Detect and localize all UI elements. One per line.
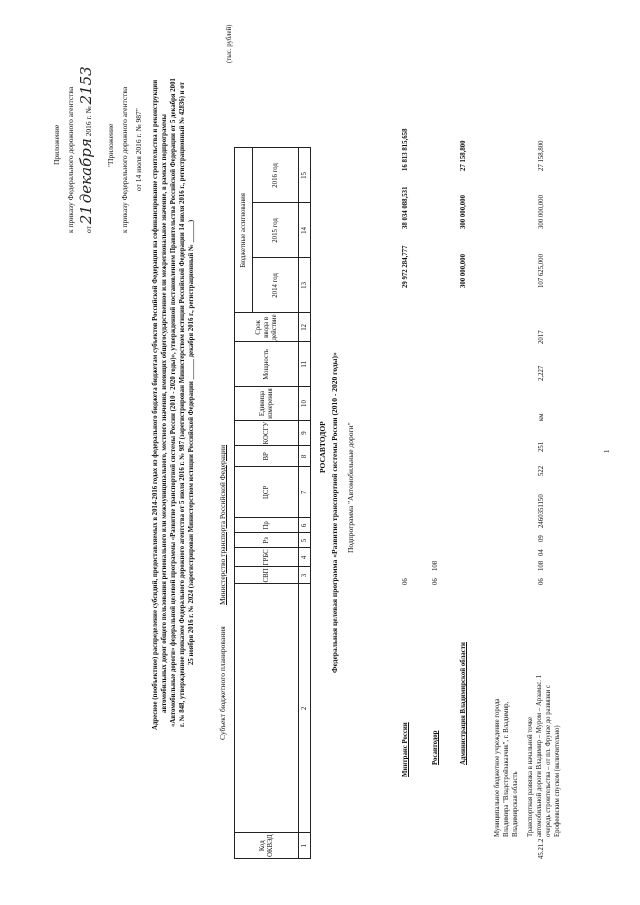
title-line-3: «Автомобильные дороги» федеральной целевой программы «Развитие транспортной системы России (2010 - 2020 годы)», утвержденной постановлением Правительства Российской Федерации от 5 декабря 2001 xyxy=(170,78,177,727)
row-name-line: Владимира "Владстройзаказчик", г. Владимир, xyxy=(503,701,510,837)
row-2016: 27 158,800 xyxy=(460,140,467,171)
quote-appendix-title: "Приложение xyxy=(106,123,115,167)
col-number: 3 xyxy=(299,567,311,584)
col-number: 5 xyxy=(299,533,311,548)
col-grbs: ГРБС xyxy=(235,548,299,567)
row-unit: км xyxy=(538,413,545,421)
row-svp: 06 xyxy=(538,578,545,585)
row-rz: 04 xyxy=(538,549,545,556)
row-name-line: Владимирская область xyxy=(512,771,519,837)
title-line-4: г. № 848, утвержденное приказом Федерального дорожного агентства от 5 июля 2016 г. № 987 (зарегистрирован Министерством юстиции Российской Федерации 14 июля 2016 г., регистрационный № 42836) и от xyxy=(179,82,186,727)
row-pr: 09 xyxy=(538,535,545,542)
col-number: 15 xyxy=(299,148,311,203)
row-svp: 06 xyxy=(402,578,409,585)
quote-date: от 14 июля 2016 г. № 987" xyxy=(134,108,143,191)
title-line-1: Адресное (пообъектное) распределение субсидий, предоставляемых в 2014-2016 годах из федерального бюджета бюджетам субъектов Российской Федерации на софинансирование строительства и реконструкции xyxy=(152,79,159,730)
appendix-date-line xyxy=(77,66,95,233)
row-vr: 522 xyxy=(538,465,545,476)
date-day-handwritten: 21 xyxy=(77,205,95,225)
col-term: Срок ввода в действие xyxy=(235,313,299,342)
section-rosavtodor: РОСАВТОДОР xyxy=(318,421,327,473)
title-line-5: 25 ноября 2016 г. № 2024 (зарегистрирован Министерством юстиции Российской Федерации ______ декабря 2016 г., регистрационный № ______) xyxy=(188,219,195,665)
col-2016: 2016 год xyxy=(253,148,299,203)
row-grbs: 108 xyxy=(432,560,439,571)
section-subprogram: Подпрограмма "Автомобильные дороги" xyxy=(346,422,355,553)
col-number: 11 xyxy=(299,342,311,387)
col-unit: Единица измерения xyxy=(235,387,299,420)
row-name-line: автомобильной дороги Владимир – Муром – Арзамас. 1 xyxy=(536,674,543,837)
date-number-handwritten: 2153 xyxy=(77,66,95,105)
row-csr: 2460351150 xyxy=(538,494,545,528)
date-prefix: от xyxy=(84,226,93,233)
row-name-line: очередь строительства – от пл. Фрунзе до развязки с xyxy=(545,685,552,837)
row-name: Минтранс России xyxy=(402,722,409,777)
row-capacity: 2,227 xyxy=(538,365,545,381)
row-name-line: Транспортная развязка в начальной точке xyxy=(527,716,534,837)
row-2016: 27 158,800 xyxy=(538,140,545,171)
subject-label: Субъект бюджетного планирования xyxy=(218,626,227,740)
col-number: 9 xyxy=(299,420,311,446)
col-csr: ЦСР xyxy=(235,467,299,518)
row-term: 2017 xyxy=(538,330,545,344)
row-2014: 29 972 284,777 xyxy=(402,245,409,288)
units-label: (тыс. рублей) xyxy=(226,24,233,63)
row-name-line: Муниципальное бюджетное учреждение города xyxy=(494,698,501,837)
appendix-to-order: к приказу Федерального дорожного агентства xyxy=(66,86,75,233)
col-capacity: Мощность xyxy=(235,342,299,387)
col-number: 2 xyxy=(299,584,311,833)
col-2014: 2014 год xyxy=(253,258,299,313)
row-2014: 300 000,000 xyxy=(460,254,467,288)
row-2015: 300 000,000 xyxy=(460,195,467,229)
date-month-handwritten: декабря xyxy=(77,138,95,204)
col-vr: ВР xyxy=(235,446,299,467)
col-number: 10 xyxy=(299,387,311,420)
col-allocations: Бюджетные ассигнования xyxy=(235,148,253,313)
row-kosgu: 251 xyxy=(538,441,545,452)
col-number: 14 xyxy=(299,203,311,258)
col-2015: 2015 год xyxy=(253,203,299,258)
row-name: Администрация Владимирской области xyxy=(460,642,467,765)
row-name: Росавтодор xyxy=(432,730,439,765)
col-number: 6 xyxy=(299,518,311,533)
subject-value: Министерство транспорта Российской Федерации xyxy=(218,444,227,605)
col-okved: Код ОКВЭД xyxy=(235,833,299,859)
col-name xyxy=(235,584,299,833)
appendix-title: Приложение xyxy=(52,124,61,165)
col-number: 13 xyxy=(299,258,311,313)
col-number: 7 xyxy=(299,467,311,518)
row-svp: 06 xyxy=(432,578,439,585)
row-name-line: Ерофеевским спуском (включительно) xyxy=(554,725,561,837)
row-okved: 45.21.2 xyxy=(538,838,545,859)
row-2015: 38 034 088,531 xyxy=(402,186,409,229)
col-svp: СВП xyxy=(235,567,299,584)
row-grbs: 108 xyxy=(538,560,545,571)
col-number: 8 xyxy=(299,446,311,467)
col-number: 12 xyxy=(299,313,311,342)
date-year-no: 2016 г. № xyxy=(84,106,93,137)
col-number: 4 xyxy=(299,548,311,567)
row-2014: 107 625,000 xyxy=(538,254,545,288)
row-2015: 300 000,000 xyxy=(538,195,545,229)
title-line-2: автомобильных дорог общего пользования регионального или межмуниципального, местного значения, имеющих общегосударственное или межрегиональное значение, в рамках подпрограммы xyxy=(161,114,168,713)
row-2016: 16 813 815,658 xyxy=(402,128,409,171)
allocation-table-header xyxy=(234,147,311,859)
quote-to-order: к приказу Федерального дорожного агентства xyxy=(120,86,129,233)
col-number: 1 xyxy=(299,833,311,859)
col-pr: Пр xyxy=(235,518,299,533)
col-kosgu: КОСГУ xyxy=(235,420,299,446)
section-program: Федеральная целевая программа «Развитие транспортной системы России (2010 - 2020 годы)» xyxy=(330,352,339,673)
page-mark: 1 xyxy=(604,449,611,453)
col-rz: Рз xyxy=(235,533,299,548)
